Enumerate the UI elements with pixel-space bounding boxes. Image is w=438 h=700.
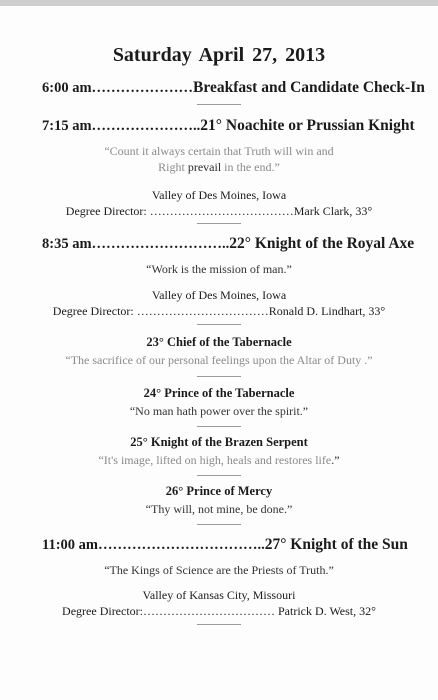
page-title: Saturday April 27, 2013 [112,44,326,66]
quote-fragment: in the end.” [221,160,280,174]
event-name: 21° Noachite or Prussian Knight [200,117,415,134]
event-name: Breakfast and Candidate Check-In [193,79,425,96]
schedule-breakfast [42,79,425,97]
dot-leader: …………………………….. [97,537,265,553]
divider-rule [197,475,241,476]
quote-fragment: prevail [187,160,222,174]
event-time: 7:15 am [42,118,92,134]
degree-25-title: 25° Knight of the Brazen Serpent [130,435,308,449]
degree-24-quote: “No man hath power over the spirit.” [129,404,309,418]
degree-21-director [0,204,438,219]
degree-27-director [0,604,438,619]
degree-22-director [0,304,438,319]
director-name: Patrick D. West, 32° [278,604,376,618]
dot-leader: …………………………… [143,604,278,618]
quote-fragment: “It's image, lifted on high, heals and restores life [98,453,332,467]
divider-rule [197,376,241,377]
director-label: Degree Director: [65,204,150,218]
divider-rule [197,104,241,105]
dot-leader: ……………………………… [149,204,294,218]
quote-fragment: .” [331,453,340,467]
schedule-degree-27 [42,536,412,554]
director-name: Mark Clark, 33° [293,204,373,218]
degree-23-quote: “The sacrifice of our personal feelings upon the Altar of Duty .” [65,353,373,367]
degree-24-title: 24° Prince of the Tabernacle [143,386,295,400]
divider-rule [197,426,241,427]
director-label: Degree Director: [52,304,137,318]
degree-21-quote-line-2 [0,160,438,175]
quote-fragment: Right [158,160,188,174]
degree-26-quote: “Thy will, not mine, be done.” [145,502,293,516]
degree-22-quote: “Work is the mission of man.” [146,262,292,276]
dot-leader: …………………………… [136,304,269,318]
dot-leader: ………………….. [91,118,201,134]
director-name: Ronald D. Lindhart, 33° [268,304,386,318]
degree-27-location: Valley of Kansas City, Missouri [142,588,296,602]
event-time: 6:00 am [42,80,92,96]
degree-26-title: 26° Prince of Mercy [165,484,273,498]
dot-leader: ……………………….. [91,236,230,252]
degree-25-quote [0,453,438,468]
degree-27-quote: “The Kings of Science are the Priests of Truth.” [104,563,334,577]
divider-rule [197,524,241,525]
degree-23-title: 23° Chief of the Tabernacle [146,335,292,349]
degree-22-location: Valley of Des Moines, Iowa [151,288,287,302]
event-time: 11:00 am [42,537,98,553]
divider-rule [197,223,241,224]
event-name: 22° Knight of the Royal Axe [229,235,415,252]
degree-21-location: Valley of Des Moines, Iowa [151,188,287,202]
event-time: 8:35 am [42,236,92,252]
degree-21-quote-line-1: “Count it always certain that Truth will win and [104,144,334,158]
schedule-degree-21 [42,117,415,135]
divider-rule [197,624,241,625]
schedule-degree-22 [42,235,422,253]
event-name: 27° Knight of the Sun [264,536,408,553]
dot-leader: ………………… [91,80,194,96]
director-label: Degree Director: [62,604,143,618]
divider-rule [197,324,241,325]
